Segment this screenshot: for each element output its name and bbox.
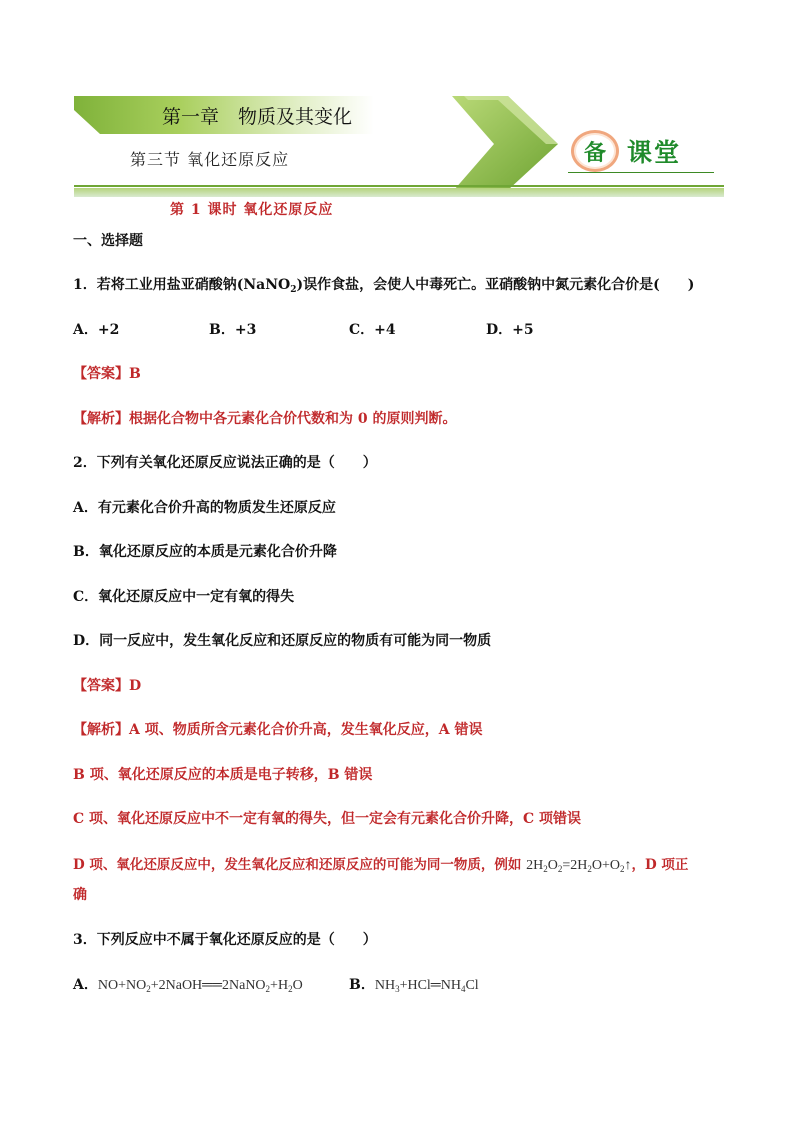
q1-answer: 【答案】B bbox=[73, 366, 141, 382]
chevron-arrow-icon bbox=[450, 94, 570, 190]
header-rule bbox=[74, 185, 724, 187]
q2-option-b: B．氧化还原反应的本质是元素化合价升降 bbox=[73, 544, 337, 560]
q1-option-a: A．+2 bbox=[73, 322, 120, 338]
q2-stem: 2．下列有关氧化还原反应说法正确的是（ ） bbox=[73, 455, 377, 471]
q2-analysis-2: B 项、氧化还原反应的本质是电子转移，B 错误 bbox=[73, 767, 373, 783]
q1-options bbox=[73, 319, 673, 339]
chapter-title: 第一章 物质及其变化 bbox=[162, 106, 353, 128]
decomposition-equation: $2H_2O_2=2H_2O+O_2↑$ bbox=[526, 858, 632, 874]
q2-answer: 【答案】D bbox=[73, 678, 142, 694]
q1-stem: 1．若将工业用盐亚硝酸钠(NaNO$_2$)误作食盐，会使人中毒死亡。亚硝酸钠中氮元素化合价是( ) bbox=[73, 277, 695, 295]
q2-option-c: C．氧化还原反应中一定有氧的得失 bbox=[73, 589, 295, 605]
q2-analysis-3: C 项、氧化还原反应中不一定有氧的得失，但一定会有元素化合价升降，C 项错误 bbox=[73, 811, 582, 827]
q3-option-a: A．$NO+NO_2+2NaOH══2NaNO_2+H_2O$ bbox=[73, 977, 303, 994]
q2-analysis-1: 【解析】A 项、物质所含元素化合价升高，发生氧化反应，A 错误 bbox=[73, 722, 483, 738]
q2-analysis-4-cont: 确 bbox=[73, 887, 87, 903]
badge-circle bbox=[571, 130, 619, 172]
q2-analysis-4: D 项、氧化还原反应中，发生氧化反应和还原反应的可能为同一物质，例如 $2H_2O_2=2H_2O+O_2↑$，D 项正 bbox=[73, 857, 689, 874]
brand-underline bbox=[568, 172, 714, 173]
lesson-title: 第 1 课时 氧化还原反应 bbox=[170, 202, 334, 218]
q3-stem: 3．下列反应中不属于氧化还原反应的是（ ） bbox=[73, 932, 377, 948]
q1-option-c: C．+4 bbox=[349, 322, 396, 338]
section-title: 第三节 氧化还原反应 bbox=[130, 150, 290, 169]
brand-text: 课堂 bbox=[627, 138, 682, 167]
q3-option-b: B．$NH_3+HCl═NH_4Cl$ bbox=[349, 977, 479, 994]
header-rule-band bbox=[74, 188, 724, 197]
q1-analysis: 【解析】根据化合物中各元素化合价代数和为 0 的原则判断。 bbox=[73, 411, 457, 427]
header-banner-notch bbox=[74, 110, 100, 134]
q1-option-b: B．+3 bbox=[209, 322, 257, 338]
badge-char: 备 bbox=[583, 140, 606, 166]
section-heading: 一、选择题 bbox=[73, 233, 143, 249]
q2-option-d: D．同一反应中，发生氧化反应和还原反应的物质有可能为同一物质 bbox=[73, 633, 492, 649]
q1-option-d: D．+5 bbox=[486, 322, 534, 338]
q3-options bbox=[73, 974, 673, 994]
q2-option-a: A．有元素化合价升高的物质发生还原反应 bbox=[73, 500, 336, 516]
